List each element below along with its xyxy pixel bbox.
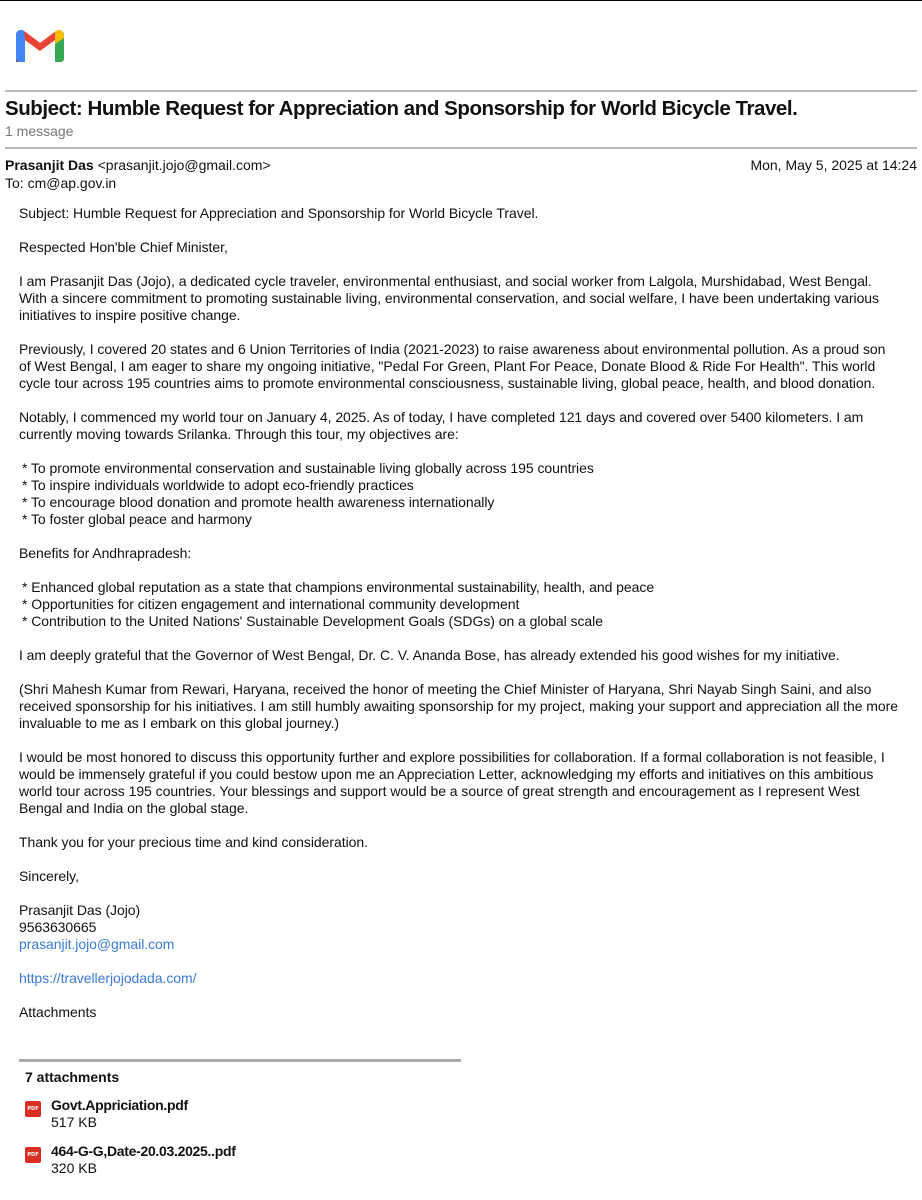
benefits-heading: Benefits for Andhrapradesh: xyxy=(19,545,192,561)
objectives-list xyxy=(19,460,899,528)
thread-divider xyxy=(5,147,917,149)
body-paragraph: I am Prasanjit Das (Jojo), a dedicated cycle traveler, environmental enthusiast, and social worker from Lalgola, Murshidabad, West Bengal. With a sincere commitment to promoting sustainable living, environmental conservation, and social welfare, I have been undertaking various initiatives to inspire positive change. xyxy=(19,273,879,323)
body-subject-line: Subject: Humble Request for Appreciation and Sponsorship for World Bicycle Travel. xyxy=(19,205,539,221)
body-paragraph: Thank you for your precious time and kind consideration. xyxy=(19,834,368,850)
sender-line[interactable] xyxy=(5,157,271,173)
body-paragraph: Previously, I covered 20 states and 6 Union Territories of India (2021-2023) to raise awareness about environmental pollution. As a proud son of West Bengal, I am eager to share my ongoing initiative, "Pedal For Green, Plant For Peace, Donate Blood & Ride For Health". This world cycle tour across 195 countries aims to promote environmental consciousness, sustainable living, global peace, health, and blood donation. xyxy=(19,341,886,391)
list-item: * To promote environmental conservation and sustainable living globally across 195 countries xyxy=(22,460,594,476)
closing: Sincerely, xyxy=(19,868,79,884)
attachment-size: 320 KB xyxy=(51,1160,97,1176)
email-date: Mon, May 5, 2025 at 14:24 xyxy=(750,157,917,173)
signature-name: Prasanjit Das (Jojo) xyxy=(19,902,141,918)
attachment-name[interactable]: Govt.Appriciation.pdf xyxy=(51,1097,188,1113)
list-item: * To inspire individuals worldwide to adopt eco-friendly practices xyxy=(22,477,414,493)
list-item: * Contribution to the United Nations' Sustainable Development Goals (SDGs) on a global scale xyxy=(22,613,603,629)
email-subject: Subject: Humble Request for Appreciation and Sponsorship for World Bicycle Travel. xyxy=(5,97,798,120)
email-body xyxy=(19,205,899,1038)
greeting: Respected Hon'ble Chief Minister, xyxy=(19,239,228,255)
header-divider xyxy=(5,90,917,92)
list-item: * Enhanced global reputation as a state that champions environmental sustainability, health, and peace xyxy=(22,579,655,595)
page-top-border xyxy=(0,0,922,1)
website-link[interactable]: https://travellerjojodada.com/ xyxy=(19,970,197,986)
body-paragraph: Notably, I commenced my world tour on January 4, 2025. As of today, I have completed 121 days and covered over 5400 kilometers. I am currently moving towards Srilanka. Through this tour, my objectives are: xyxy=(19,409,864,442)
message-count: 1 message xyxy=(5,123,74,139)
list-item: * To foster global peace and harmony xyxy=(22,511,252,527)
body-paragraph: I am deeply grateful that the Governor of West Bengal, Dr. C. V. Ananda Bose, has already extended his good wishes for my initiative. xyxy=(19,647,840,663)
list-item: * Opportunities for citizen engagement and international community development xyxy=(22,596,520,612)
attachment-name[interactable]: 464-G-G,Date-20.03.2025..pdf xyxy=(51,1143,236,1159)
signature-phone: 9563630665 xyxy=(19,919,97,935)
attachments-divider xyxy=(19,1059,461,1062)
attachments-heading: Attachments xyxy=(19,1004,97,1020)
benefits-list xyxy=(19,579,899,630)
pdf-icon: PDF xyxy=(25,1101,41,1117)
attachment-size: 517 KB xyxy=(51,1114,97,1130)
sender-name: Prasanjit Das xyxy=(5,157,94,173)
recipient-line: To: cm@ap.gov.in xyxy=(5,175,117,191)
body-paragraph: (Shri Mahesh Kumar from Rewari, Haryana, received the honor of meeting the Chief Minister of Haryana, Shri Nayab Singh Saini, and also received sponsorship for his initiatives. I am still humbly awaiting sponsorship for my project, making your support and appreciation all the more invaluable to me as I embark on this global journey.) xyxy=(19,681,899,731)
pdf-icon: PDF xyxy=(25,1147,41,1163)
attachments-count: 7 attachments xyxy=(25,1069,120,1085)
gmail-logo-icon xyxy=(14,26,66,64)
body-paragraph: I would be most honored to discuss this opportunity further and explore possibilities for collaboration. If a formal collaboration is not feasible, I would be immensely grateful if you could bestow upon me an Appreciation Letter, acknowledging my efforts and initiatives on this ambitious world tour across 195 countries. Your blessings and support would be a source of great strength and encouragement as I represent West Bengal and India on the global stage. xyxy=(19,749,885,816)
signature-email-link[interactable]: prasanjit.jojo@gmail.com xyxy=(19,936,175,952)
list-item: * To encourage blood donation and promote health awareness internationally xyxy=(22,494,495,510)
sender-email: <prasanjit.jojo@gmail.com> xyxy=(97,157,271,173)
